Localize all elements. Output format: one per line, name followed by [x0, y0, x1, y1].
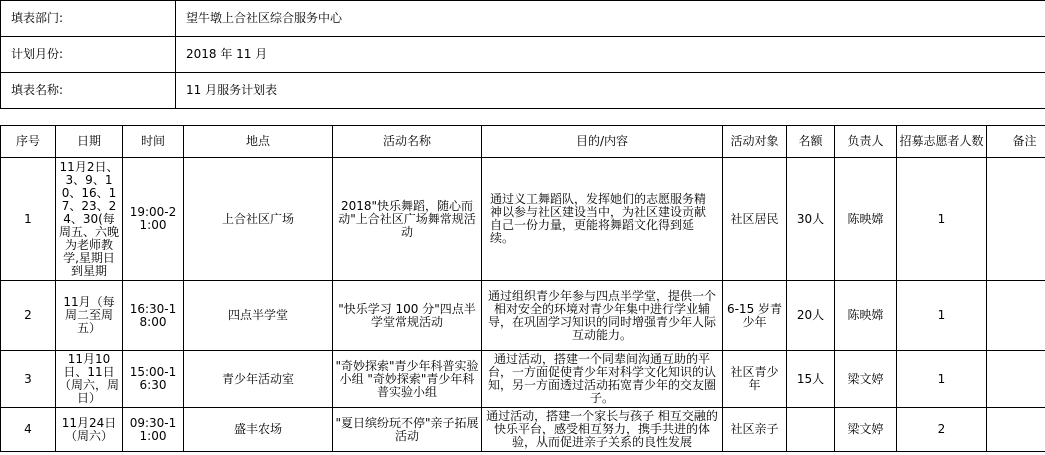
row-place: 上合社区广场 — [184, 158, 333, 281]
row-number: 2 — [1, 281, 56, 351]
row-date: 11月（每周二至周五） — [56, 281, 123, 351]
row-lead: 陈映嫦 — [835, 281, 897, 351]
form-name-value: 11 月服务计划表 — [176, 73, 1045, 109]
row-date: 11月24日（周六） — [56, 408, 123, 452]
row-quota: 15人 — [787, 351, 835, 408]
header-cell: 时间 — [123, 126, 184, 158]
row-volunteers: 2 — [897, 408, 987, 452]
row-volunteers: 1 — [897, 351, 987, 408]
row-target: 社区亲子 — [723, 408, 787, 452]
header-cell: 名额 — [787, 126, 835, 158]
row-volunteers: 1 — [897, 281, 987, 351]
row-activity-name: "奇妙探索"青少年科普实验小组 "奇妙探索"青少年科普实验小组 — [333, 351, 482, 408]
row-target: 社区青少年 — [723, 351, 787, 408]
row-lead: 梁文婷 — [835, 351, 897, 408]
table-row — [1, 281, 1045, 351]
row-content: 通过活动，搭建一个同辈间沟通互助的平台，一方面促使青少年对科学文化知识的认知，另一方面透过活动拓宽青少年的交友圈子。 — [482, 351, 723, 408]
table-row — [1, 408, 1045, 452]
row-content: 通过义工舞蹈队，发挥她们的志愿服务精神以参与社区建设当中，为社区建设贡献自己一份力量，更能将舞蹈文化得到延续。 — [482, 158, 723, 281]
table-header-row — [1, 126, 1045, 158]
row-quota: 30人 — [787, 158, 835, 281]
header-cell: 目的/内容 — [482, 126, 723, 158]
row-content: 通过组织青少年参与四点半学堂，提供一个相对安全的环境对青少年集中进行学业辅导，在巩固学习知识的同时增强青少年人际互动能力。 — [482, 281, 723, 351]
table-row — [1, 158, 1045, 281]
row-time: 16:30-18:00 — [123, 281, 184, 351]
row-time: 09:30-11:00 — [123, 408, 184, 452]
row-activity-name: "夏日缤纷玩不停"亲子拓展活动 — [333, 408, 482, 452]
row-place: 青少年活动室 — [184, 351, 333, 408]
row-note — [987, 158, 1045, 281]
row-note — [987, 281, 1045, 351]
row-number: 3 — [1, 351, 56, 408]
info-row-name — [1, 73, 1045, 109]
row-time: 15:00-16:30 — [123, 351, 184, 408]
row-number: 4 — [1, 408, 56, 452]
row-place: 四点半学堂 — [184, 281, 333, 351]
header-cell: 活动名称 — [333, 126, 482, 158]
form-info-table — [0, 0, 1045, 109]
info-row-department — [1, 1, 1045, 37]
header-cell: 负责人 — [835, 126, 897, 158]
service-plan-table — [0, 125, 1045, 452]
header-cell: 地点 — [184, 126, 333, 158]
row-volunteers: 1 — [897, 158, 987, 281]
row-place: 盛丰农场 — [184, 408, 333, 452]
row-note — [987, 408, 1045, 452]
month-value: 2018 年 11 月 — [176, 37, 1045, 73]
row-quota — [787, 408, 835, 452]
department-label: 填表部门: — [1, 1, 176, 37]
header-cell: 序号 — [1, 126, 56, 158]
row-content: 通过活动，搭建一个家长与孩子 相互交融的快乐平台，感受相互努力，携手共进的体验，从而促进亲子关系的良性发展 — [482, 408, 723, 452]
department-value: 望牛墩上合社区综合服务中心 — [176, 1, 1045, 37]
row-time: 19:00-21:00 — [123, 158, 184, 281]
row-date: 11月2日、3、9、10、16、17、23、24、30(每周五、六晚为老师教学,星期日到星期 — [56, 158, 123, 281]
header-cell: 活动对象 — [723, 126, 787, 158]
row-activity-name: "快乐学习 100 分"四点半学堂常规活动 — [333, 281, 482, 351]
row-number: 1 — [1, 158, 56, 281]
info-row-month — [1, 37, 1045, 73]
row-quota: 20人 — [787, 281, 835, 351]
row-note — [987, 351, 1045, 408]
header-cell: 招募志愿者人数 — [897, 126, 987, 158]
row-lead: 陈映嫦 — [835, 158, 897, 281]
form-name-label: 填表名称: — [1, 73, 176, 109]
row-lead: 梁文婷 — [835, 408, 897, 452]
row-activity-name: 2018"快乐舞蹈，随心而动"上合社区广场舞常规活动 — [333, 158, 482, 281]
row-date: 11月10日、11日（周六，周日） — [56, 351, 123, 408]
month-label: 计划月份: — [1, 37, 176, 73]
row-target: 6-15 岁青少年 — [723, 281, 787, 351]
table-row — [1, 351, 1045, 408]
header-cell: 备注 — [987, 126, 1045, 158]
header-cell: 日期 — [56, 126, 123, 158]
row-target: 社区居民 — [723, 158, 787, 281]
